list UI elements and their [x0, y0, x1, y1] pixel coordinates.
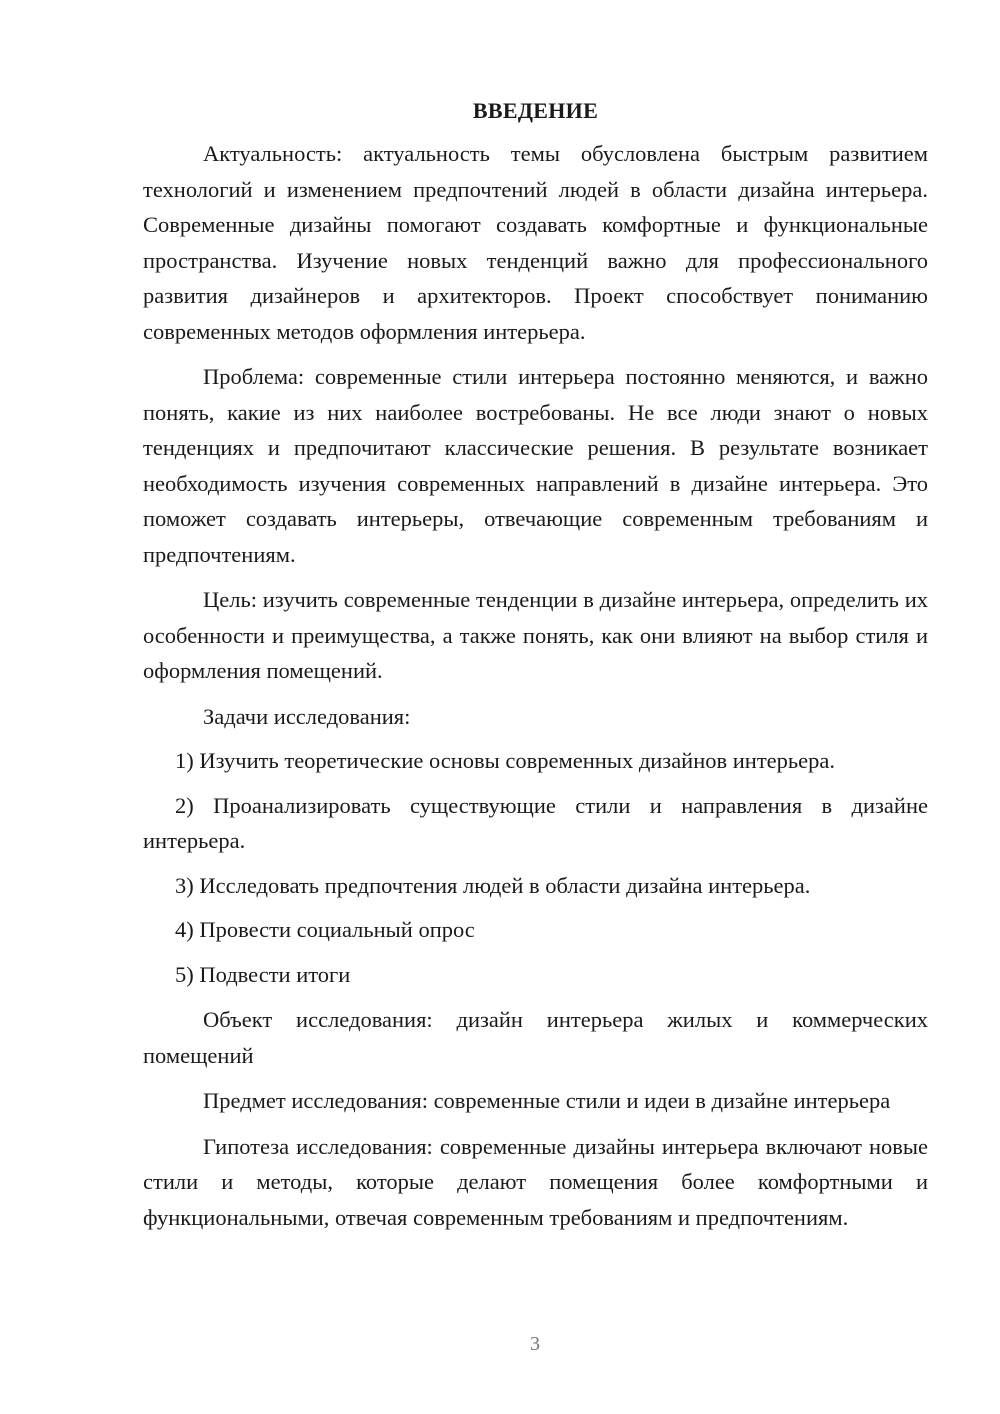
paragraph-problem: Проблема: современные стили интерьера постоянно меняются, и важно понять, какие из них наиболее востребованы. Не все люди знают о новых тенденциях и предпочитают классические решения. В результате возникает необходимость изучения современных направлений в дизайне интерьера. Это поможет создавать интерьеры, отвечающие современным требованиям и предпочтениям. — [143, 364, 928, 567]
paragraph-hypothesis: Гипотеза исследования: современные дизайны интерьера включают новые стили и методы, которые делают помещения более комфортными и функциональными, отвечая современным требованиям и предпочтениям. — [143, 1133, 928, 1230]
document-page — [143, 96, 928, 1235]
task-item-1: 1) Изучить теоретические основы современных дизайнов интерьера. — [175, 748, 836, 773]
page-number: 3 — [530, 1333, 540, 1355]
paragraph-relevance: Актуальность: актуальность темы обусловлена быстрым развитием технологий и изменением предпочтений людей в области дизайна интерьера. Современные дизайны помогают создавать комфортные и функциональные пространства. Изучение новых тенденций важно для профессионального развития дизайнеров и архитекторов. Проект способствует пониманию современных методов оформления интерьера. — [143, 141, 928, 344]
task-item-4: 4) Провести социальный опрос — [175, 917, 475, 942]
page-title: ВВЕДЕНИЕ — [472, 98, 599, 123]
paragraph-object: Объект исследования: дизайн интерьера жилых и коммерческих помещений — [143, 1007, 928, 1068]
paragraph-goal: Цель: изучить современные тенденции в дизайне интерьера, определить их особенности и преимущества, а также понять, как они влияют на выбор стиля и оформления помещений. — [143, 587, 928, 683]
paragraph-subject: Предмет исследования: современные стили и идеи в дизайне интерьера — [203, 1088, 891, 1113]
task-item-2: 2) Проанализировать существующие стили и направления в дизайне интерьера. — [143, 792, 928, 853]
task-item-3: 3) Исследовать предпочтения людей в области дизайна интерьера. — [175, 872, 811, 898]
task-item-5: 5) Подвести итоги — [175, 961, 351, 987]
tasks-heading: Задачи исследования: — [203, 703, 411, 729]
